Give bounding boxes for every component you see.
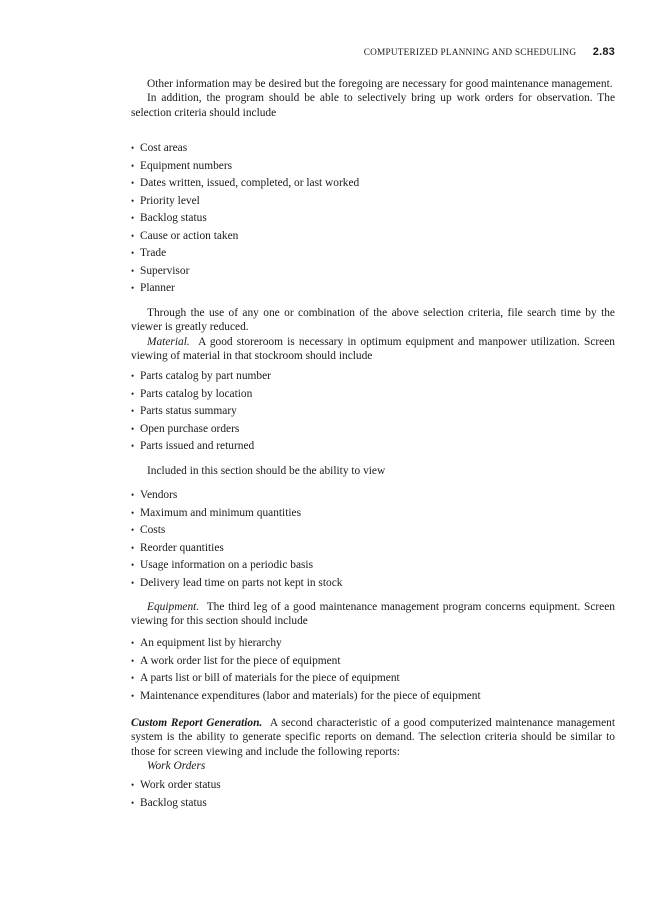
- custom-report-heading: Custom Report Generation.: [131, 717, 263, 729]
- list-item: • Trade: [131, 245, 615, 263]
- list-item: • Cost areas: [131, 140, 615, 158]
- custom-report-paragraph: [131, 716, 615, 773]
- list-item: • Backlog status: [131, 210, 615, 228]
- paragraph-included: Included in this section should be the ability to view: [147, 465, 386, 477]
- paragraph-equipment: [131, 600, 615, 629]
- paragraph-other-information: Other information may be desired but the foregoing are necessary for good maintenance management.: [147, 78, 613, 90]
- page-number: 2.83: [592, 46, 615, 58]
- list-item: • Work order status: [131, 777, 615, 795]
- running-head: [364, 46, 615, 58]
- equipment-heading: Equipment.: [147, 601, 200, 613]
- list-item: • Maximum and minimum quantities: [131, 505, 615, 523]
- list-item: • A parts list or bill of materials for the piece of equipment: [131, 670, 615, 688]
- list-item: • A work order list for the piece of equipment: [131, 653, 615, 671]
- list-item: • Dates written, issued, completed, or last worked: [131, 175, 615, 193]
- list-item: • Open purchase orders: [131, 421, 615, 439]
- material-text: A good storeroom is necessary in optimum equipment and manpower utilization. Screen viewing of material in that stockroom should include: [131, 335, 615, 362]
- paragraph-material: [131, 335, 615, 364]
- list-item: • Backlog status: [131, 795, 615, 813]
- equipment-list: [131, 635, 615, 705]
- intro-paragraphs: [131, 77, 615, 120]
- included-paragraph: [131, 464, 615, 478]
- list-item: • Equipment numbers: [131, 158, 615, 176]
- paragraph-search-time: Through the use of any one or combination of the above selection criteria, file search time by the viewer is greatly reduced.: [131, 307, 615, 334]
- running-head-title: COMPUTERIZED PLANNING AND SCHEDULING: [363, 48, 577, 58]
- list-item: • Parts status summary: [131, 403, 615, 421]
- material-list: [131, 368, 615, 456]
- list-item: • Planner: [131, 280, 615, 298]
- list-item: • An equipment list by hierarchy: [131, 635, 615, 653]
- list-item: • Usage information on a periodic basis: [131, 557, 615, 575]
- list-item: • Parts issued and returned: [131, 438, 615, 456]
- view-list: [131, 487, 615, 592]
- list-item: • Priority level: [131, 193, 615, 211]
- work-orders-subheading: Work Orders: [147, 759, 206, 772]
- report-list: [131, 777, 615, 812]
- list-item: • Parts catalog by part number: [131, 368, 615, 386]
- paragraph-selection-criteria: In addition, the program should be able to selectively bring up work orders for observation. The selection criteria should include: [131, 92, 615, 119]
- list-item: • Supervisor: [131, 263, 615, 281]
- list-item: • Delivery lead time on parts not kept in stock: [131, 575, 615, 593]
- equipment-paragraph: [131, 600, 615, 629]
- material-heading: Material.: [147, 335, 190, 348]
- list-item: • Maintenance expenditures (labor and materials) for the piece of equipment: [131, 688, 615, 706]
- paragraph-custom-report: [131, 716, 615, 759]
- work-order-criteria-list: [131, 140, 615, 298]
- list-item: • Cause or action taken: [131, 228, 615, 246]
- material-paragraphs: [131, 306, 615, 363]
- list-item: • Parts catalog by location: [131, 386, 615, 404]
- list-item: • Vendors: [131, 487, 615, 505]
- equipment-text: The third leg of a good maintenance management program concerns equipment. Screen viewing for this section should include: [131, 601, 615, 628]
- custom-report-text: A second characteristic of a good computerized maintenance management system is the ability to generate specific reports on demand. The selection criteria should be similar to those for screen viewing and include the following reports:: [131, 717, 615, 758]
- list-item: • Costs: [131, 522, 615, 540]
- list-item: • Reorder quantities: [131, 540, 615, 558]
